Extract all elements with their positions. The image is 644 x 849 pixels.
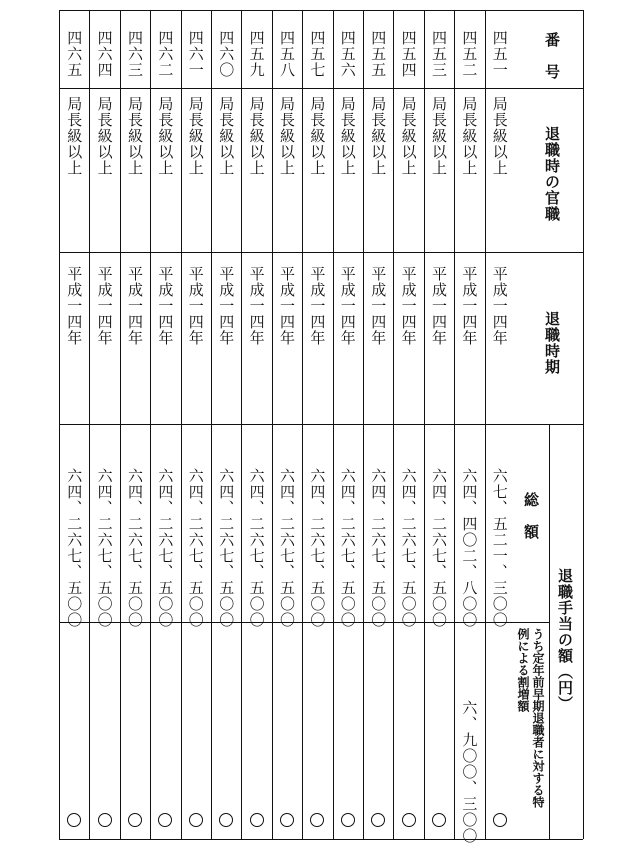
row-position: 局長級以上 <box>126 96 144 176</box>
row-special-zero <box>341 813 355 827</box>
row-period: 平成一四年 <box>369 266 388 346</box>
row-special <box>220 814 221 815</box>
row-period: 平成一四年 <box>278 266 296 346</box>
row-total: 六四、二六七、五〇〇 <box>95 468 114 628</box>
row-special-zero <box>280 813 294 827</box>
row-period: 平成一四年 <box>126 266 144 346</box>
row-separator <box>454 10 455 839</box>
header-period: 退職時期 <box>543 311 561 375</box>
row-special-zero <box>310 813 324 827</box>
row-total: 六四、四〇二、八〇〇 <box>460 468 479 628</box>
row-period: 平成一四年 <box>399 266 418 346</box>
header-total: 総 額 <box>522 492 540 540</box>
row-total: 六四、二六七、五〇〇 <box>186 468 205 628</box>
row-special <box>342 814 343 815</box>
row-number: 四五三 <box>430 30 448 78</box>
row-period: 平成一四年 <box>217 266 236 346</box>
row-separator <box>485 10 486 839</box>
separator-allowance-group <box>549 424 550 839</box>
row-special <box>251 814 252 815</box>
row-total: 六四、二六七、五〇〇 <box>369 468 388 628</box>
row-position: 局長級以上 <box>460 96 479 176</box>
row-special-zero <box>189 813 203 827</box>
row-total: 六七、五二一、三〇〇 <box>490 468 509 628</box>
row-special <box>68 814 69 815</box>
row-total: 六四、二六七、五〇〇 <box>308 468 327 628</box>
row-number: 四五一 <box>490 30 509 78</box>
row-number: 四五九 <box>247 30 266 78</box>
row-total: 六四、二六七、五〇〇 <box>65 468 84 628</box>
row-number: 四五八 <box>278 30 296 78</box>
row-separator <box>89 10 90 839</box>
row-period: 平成一四年 <box>460 266 479 346</box>
row-separator <box>241 10 242 839</box>
row-position: 局長級以上 <box>490 96 509 176</box>
row-number: 四六五 <box>65 30 84 78</box>
row-period: 平成一四年 <box>95 266 114 346</box>
row-number: 四六二 <box>156 30 175 78</box>
row-special <box>403 814 404 815</box>
row-period: 平成一四年 <box>186 266 205 346</box>
row-separator <box>333 10 334 839</box>
row-number: 四六〇 <box>217 30 236 78</box>
row-total: 六四、二六七、五〇〇 <box>156 468 175 628</box>
row-total: 六四、二六七、五〇〇 <box>217 468 236 628</box>
row-position: 局長級以上 <box>65 96 84 176</box>
separator-position-period <box>59 252 583 253</box>
row-separator <box>302 10 303 839</box>
row-special-zero <box>250 813 264 827</box>
row-number: 四五四 <box>399 30 418 78</box>
table-border-top <box>59 10 583 11</box>
row-separator <box>150 10 151 839</box>
separator-number-position <box>59 88 583 89</box>
row-number: 四六一 <box>186 30 205 78</box>
row-special-zero <box>158 813 172 827</box>
row-period: 平成一四年 <box>430 266 448 346</box>
row-special <box>99 814 100 815</box>
row-separator <box>181 10 182 839</box>
row-separator <box>363 10 364 839</box>
row-period: 平成一四年 <box>338 266 357 346</box>
row-special-zero <box>402 813 416 827</box>
row-position: 局長級以上 <box>308 96 327 176</box>
header-number: 番 号 <box>543 32 561 80</box>
separator-period-total <box>59 424 583 425</box>
row-position: 局長級以上 <box>369 96 388 176</box>
header-position: 退職時の官職 <box>543 126 561 222</box>
row-position: 局長級以上 <box>156 96 175 176</box>
row-special <box>433 814 434 815</box>
row-period: 平成一四年 <box>247 266 266 346</box>
row-special <box>281 814 282 815</box>
row-period: 平成一四年 <box>490 266 509 346</box>
row-special-zero <box>67 813 81 827</box>
row-special <box>494 814 495 815</box>
row-position: 局長級以上 <box>430 96 448 176</box>
row-separator <box>393 10 394 839</box>
row-position: 局長級以上 <box>399 96 418 176</box>
row-number: 四五二 <box>460 30 479 78</box>
row-position: 局長級以上 <box>95 96 114 176</box>
row-total: 六四、二六七、五〇〇 <box>399 468 418 628</box>
row-position: 局長級以上 <box>278 96 296 176</box>
row-special-zero <box>493 813 507 827</box>
row-position: 局長級以上 <box>338 96 357 176</box>
header-allowance-group: 退職手当の額（円） <box>556 568 574 712</box>
row-period: 平成一四年 <box>65 266 84 346</box>
row-total: 六四、二六七、五〇〇 <box>247 468 266 628</box>
row-number: 四六四 <box>95 30 114 78</box>
row-special <box>311 814 312 815</box>
row-total: 六四、二六七、五〇〇 <box>338 468 357 628</box>
row-special-zero <box>128 813 142 827</box>
row-special <box>372 814 373 815</box>
row-special: 六、九〇〇、三〇〇 <box>460 700 479 844</box>
table-border-bottom <box>59 839 583 840</box>
row-number: 四五七 <box>308 30 327 78</box>
row-period: 平成一四年 <box>308 266 327 346</box>
row-position: 局長級以上 <box>247 96 266 176</box>
row-separator <box>120 10 121 839</box>
row-special-zero <box>371 813 385 827</box>
row-total: 六四、二六七、五〇〇 <box>278 468 296 628</box>
row-special-zero <box>98 813 112 827</box>
row-special <box>159 814 160 815</box>
row-period: 平成一四年 <box>156 266 175 346</box>
row-separator <box>272 10 273 839</box>
row-special <box>190 814 191 815</box>
row-total: 六四、二六七、五〇〇 <box>126 468 144 628</box>
row-number: 四五五 <box>369 30 388 78</box>
row-number: 四五六 <box>338 30 357 78</box>
row-number: 四六三 <box>126 30 144 78</box>
row-special-zero <box>432 813 446 827</box>
row-position: 局長級以上 <box>186 96 205 176</box>
row-special-zero <box>219 813 233 827</box>
table-border-right <box>583 10 584 839</box>
row-special <box>129 814 130 815</box>
row-separator <box>424 10 425 839</box>
row-position: 局長級以上 <box>217 96 236 176</box>
row-total: 六四、二六七、五〇〇 <box>430 468 448 628</box>
row-separator <box>211 10 212 839</box>
header-special-line2: 例による割増額 <box>516 628 530 712</box>
header-special-line1: うち定年前早期退職者に対する特 <box>531 628 545 808</box>
